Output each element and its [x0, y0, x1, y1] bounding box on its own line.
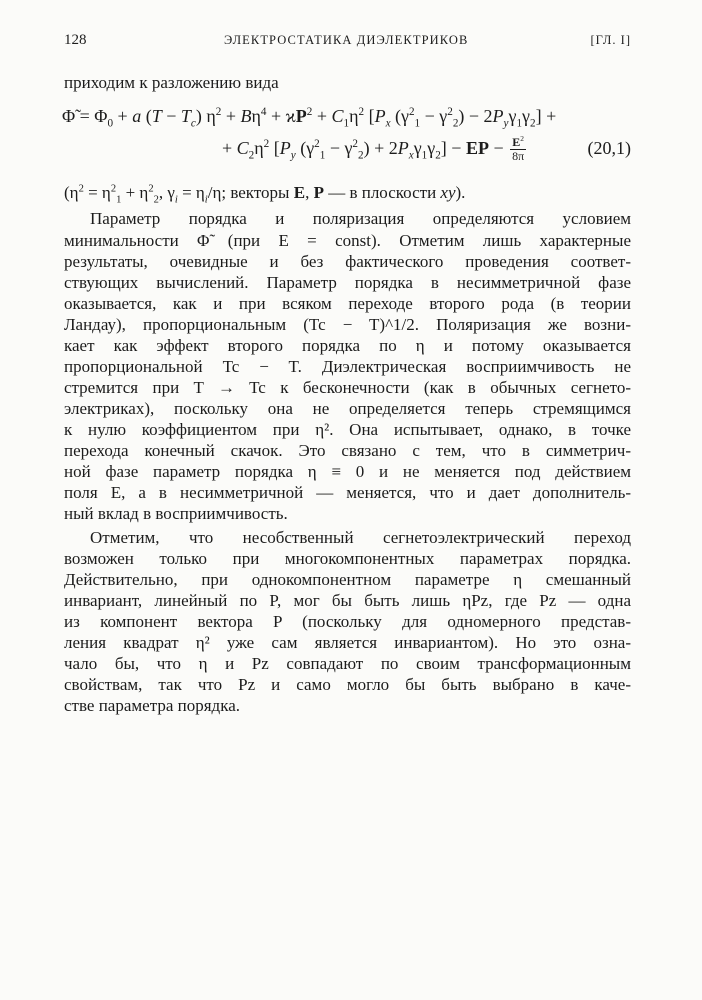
text-line: оказывается, как и при всяком переходе второго рода (в теории: [64, 294, 631, 313]
text-line: минимальности Φ̃ (при E = const). Отметим лишь характерные: [64, 231, 631, 250]
text-line: стремится при T → Tc к бесконечности (как в обычных сегнето-: [64, 378, 631, 397]
page-header: [64, 32, 631, 52]
text-line: ствующих вычислений. Параметр порядка в несимметричной фазе: [64, 273, 631, 292]
text-line: из компонент вектора P (поскольку для одномерного представ-: [64, 612, 631, 631]
text-line: чало бы, что η и Pz совпадают по своим трансформационным: [64, 654, 631, 673]
running-title: ЭЛЕКТРОСТАТИКА ДИЭЛЕКТРИКОВ: [224, 33, 469, 47]
text-line: стве параметра порядка.: [64, 696, 240, 715]
text-line: результаты, очевидные и без фактического проведения соответ-: [64, 252, 631, 271]
text-line: возможен только при многокомпонентных параметрах порядка.: [64, 549, 631, 568]
text-line: кает как эффект второго порядка по η и потому оказывается: [64, 336, 631, 355]
equation-note: ($\eta^2 = \eta^2_1 + \eta^2_2$, $\gamma_i = \eta_i/\eta$; векторы E, P — в плоскости xy).: [64, 183, 466, 206]
text-line: Параметр порядка и поляризация определяются условием: [90, 209, 631, 228]
text-line: электриках), поскольку она не определяется теперь стремящимся: [64, 399, 631, 418]
text-line: Действительно, при однокомпонентном параметре η смешанный: [64, 570, 631, 589]
text-line: Ландау), пропорциональным (Tc − T)^1/2. Поляризация же возни-: [64, 315, 631, 334]
text-line: ной фазе параметр порядка η ≡ 0 и не меняется под действием: [64, 462, 631, 481]
text-line: ления квадрат η² уже сам является инвариантом). Но это озна-: [64, 633, 631, 652]
text-line: перехода конечный скачок. Это связано с тем, что в симметрич-: [64, 441, 631, 460]
text-line: поля E, а в несимметричной — меняется, что и дает дополнитель-: [64, 483, 631, 502]
text-line: Отметим, что несобственный сегнетоэлектрический переход: [90, 528, 631, 547]
intro-line: приходим к разложению вида: [64, 73, 279, 92]
text-line: свойствам, так что Pz и само могло бы быть выбрано в каче-: [64, 675, 631, 694]
text-line: инвариант, линейный по P, мог бы быть лишь ηPz, где Pz — одна: [64, 591, 631, 610]
text-line: к нулю коэффициентом при η². Она испытывает, однако, в точке: [64, 420, 631, 439]
equation-line-1: Φ̃ = $\Phi_0 + a$ $(T - T_c)$ $\eta^2 + B\eta^4 + ϰP^2 + C_1\eta^2$ [$P_x$ $(\gamma^2_1 - \gamma^2_2) - 2P_y\gamma_1\gamma_2$] +: [62, 106, 557, 130]
page-number: 128: [64, 32, 87, 48]
text-line: ный вклад в восприимчивость.: [64, 504, 288, 523]
chapter-label: [ГЛ. I]: [590, 33, 631, 47]
text-line: пропорциональной Tc − T. Диэлектрическая восприимчивость не: [64, 357, 631, 376]
equation-line-2: + $C_2\eta^2$ [$P_y$ $(\gamma^2_1 - \gamma^2_2) + 2P_x\gamma_1\gamma_2$] − EP − $\frac{E^2}{8\pi}$ (20,1): [222, 134, 631, 164]
equation-number: (20,1): [587, 138, 631, 158]
